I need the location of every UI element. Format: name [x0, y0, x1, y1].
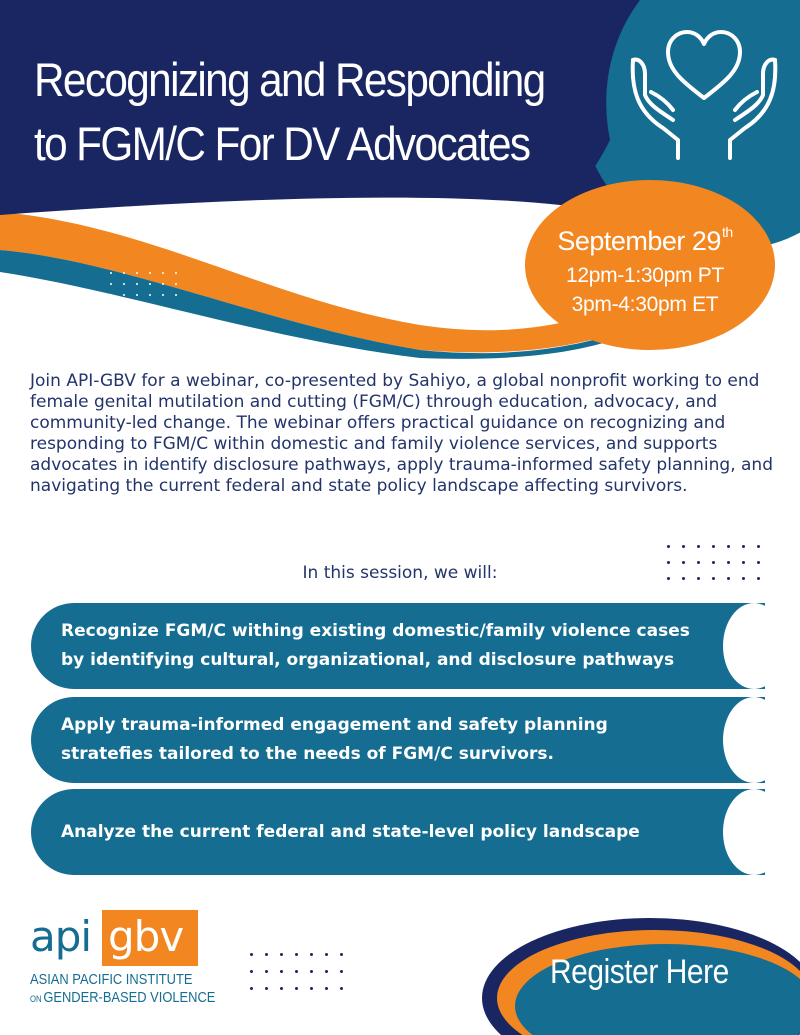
heart-in-hands-icon	[623, 20, 785, 160]
title-line-2: to FGM/C For DV Advocates	[34, 117, 530, 170]
page-title	[34, 48, 545, 176]
objective-notch	[723, 789, 785, 875]
decorative-dots-left	[110, 272, 177, 296]
objective-1-line-1: Recognize FGM/C withing existing domestic/family violence cases	[61, 621, 690, 641]
title-line-1: Recognizing and Responding	[34, 53, 545, 106]
event-time-et: 3pm-4:30pm ET	[571, 293, 719, 316]
logo-on-prefix: ON	[30, 994, 42, 1004]
objective-notch	[723, 603, 785, 689]
register-button[interactable]	[480, 918, 800, 1035]
decorative-dots-bottom	[250, 953, 343, 990]
intro-paragraph: Join API-GBV for a webinar, co-presented by Sahiyo, a global nonprofit working to end female genital mutilation and cutting (FGM/C) through education, advocacy, and community-led change. The webinar offers practical guidance on recognizing and responding to FGM/C within domestic and family violence services, and supports advocates in identify disclosure pathways, apply trauma-informed safety planning, and navigating the current federal and state policy landscape affecting survivors.	[30, 371, 773, 496]
objective-3-line-1: Analyze the current federal and state-level policy landscape	[61, 821, 640, 842]
api-gbv-logo	[30, 908, 216, 1018]
event-date	[535, 212, 755, 261]
objective-card-1	[31, 603, 765, 689]
objective-card-3	[31, 789, 765, 875]
logo-org-line-2	[30, 989, 215, 1008]
objective-text-1	[61, 617, 690, 675]
objective-notch	[723, 697, 785, 783]
event-time-pt: 12pm-1:30pm PT	[565, 264, 725, 287]
logo-api-text: api	[30, 912, 92, 961]
event-date-badge	[535, 212, 755, 319]
date-suffix: th	[721, 224, 733, 240]
register-button-label: Register Here	[550, 953, 729, 991]
logo-gbv-text: gbv	[108, 912, 184, 961]
objective-text-2	[61, 711, 608, 769]
logo-org-line-1: ASIAN PACIFIC INSTITUTE	[30, 971, 193, 988]
objective-1-line-2: by identifying cultural, organizational, and disclosure pathways	[61, 650, 675, 670]
date-main: September 29	[557, 226, 721, 256]
session-lead: In this session, we will:	[302, 563, 498, 583]
objective-card-2	[31, 697, 765, 783]
logo-org-line-2-text: GENDER-BASED VIOLENCE	[43, 989, 216, 1006]
objective-2-line-2: stratefies tailored to the needs of FGM/C survivors.	[61, 744, 554, 764]
objective-2-line-1: Apply trauma-informed engagement and safety planning	[61, 715, 608, 735]
